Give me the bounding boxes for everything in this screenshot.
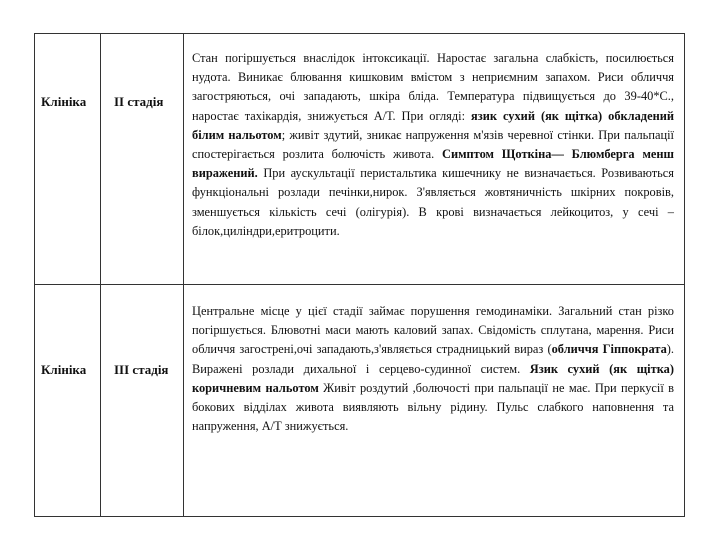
description-text: Стан погіршується внаслідок інтоксикації. Наростає загальна слабкість, посилюється нудота. Виникає блювання кишковим вмістом з неприємним запахом. Риси обличчя загостряються, очі западають, шкіра бліда. Температура підвищується до 39-40*С., наростає тахікардія, знижується А/Т. При огляді: — [192, 51, 674, 123]
stage-label: ІІІ стадія — [114, 362, 169, 377]
stage-description — [192, 49, 674, 241]
description-emphasis: Язик сухий (як щітка) коричневим нальотом — [192, 361, 674, 395]
column-divider — [100, 34, 101, 284]
table-row — [35, 285, 684, 516]
description-text: Центральне місце у цієї стадії займає порушення гемодинаміки. Загальний стан різко погіршується. Блювотні маси мають каловий запах. Свідомість сплутана, марення. Риси обличчя загострені,очі западають,з'являється страдницький вираз ( — [192, 304, 674, 357]
column-divider — [183, 34, 184, 284]
description-text: ). Виражені розлади дихальної і серцево-судинної систем. — [192, 342, 674, 376]
description-text: При аускультації перистальтика кишечнику не визначається. Розвиваються функціональні розлади печінки,нирок. З'являється жовтяничність шкірних покровів, зменшується кількість сечі (олігурія). В крові визначається лейкоцитоз, у сечі – білок,циліндри,еритроцити. — [192, 166, 674, 238]
section-label: Клініка — [41, 362, 87, 377]
description-emphasis: обличчя Гіппократа — [551, 342, 667, 357]
stage-label: ІІ стадія — [114, 94, 164, 109]
column-divider — [183, 285, 184, 516]
description-text: ; живіт здутий, зникає напруження м'язів черевної стінки. При пальпації спостерігається розлита болючість живота. — [192, 127, 674, 162]
stage-description — [192, 302, 674, 436]
clinical-stages-table — [34, 33, 685, 517]
description-text: Живіт роздутий ,болючості при пальпації не має. При перкусії в бокових відділах живота виявляють вільну рідину. Пульс слабкого наповнення та напруження, А/Т знижується. — [192, 380, 674, 434]
description-emphasis: Симптом Щоткіна— Блюмберга менш виражений. — [192, 147, 674, 181]
column-divider — [100, 285, 101, 516]
section-label: Клініка — [41, 94, 87, 109]
description-emphasis: язик сухий (як щітка) обкладений білим нальотом — [192, 108, 674, 142]
table-row — [35, 34, 684, 285]
